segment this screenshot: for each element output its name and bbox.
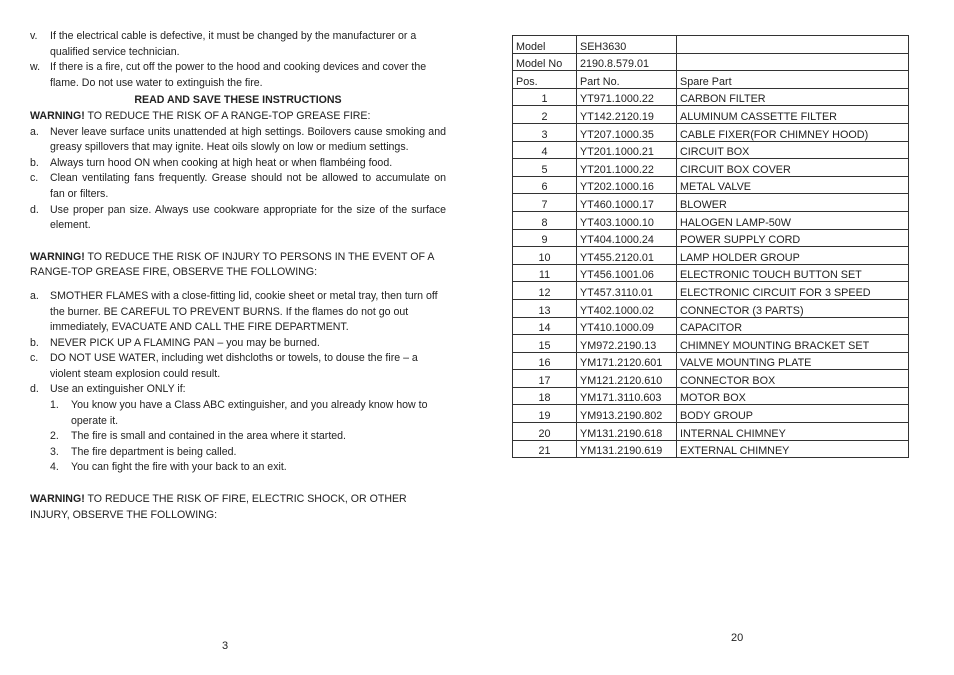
pos-cell: 1: [513, 88, 577, 106]
table-row: [513, 229, 909, 247]
model-value: SEH3630: [577, 36, 677, 54]
pos-cell: 18: [513, 387, 577, 405]
spare-part-cell: ELECTRONIC CIRCUIT FOR 3 SPEED: [677, 282, 909, 300]
left-page: [30, 29, 446, 523]
pos-cell: 9: [513, 229, 577, 247]
spare-parts-table: [512, 35, 909, 458]
spare-part-cell: CONNECTOR BOX: [677, 370, 909, 388]
warning-text: TO REDUCE THE RISK OF INJURY TO PERSONS IN THE EVENT OF A RANGE-TOP GREASE FIRE, OBSERVE THE FOLLOWING:: [30, 250, 434, 279]
warning-electric-shock: [30, 492, 446, 523]
table-row: [513, 405, 909, 423]
part-no-cell: YT201.1000.21: [577, 141, 677, 159]
part-no-cell: YT455.2120.01: [577, 247, 677, 265]
pos-cell: 13: [513, 299, 577, 317]
header-part-no: Part No.: [577, 71, 677, 89]
table-row: [513, 106, 909, 124]
spare-part-cell: HALOGEN LAMP-50W: [677, 211, 909, 229]
spare-part-cell: INTERNAL CHIMNEY: [677, 423, 909, 441]
list-item: [30, 60, 446, 91]
table-row: [513, 387, 909, 405]
pos-cell: 8: [513, 211, 577, 229]
table-row: [513, 88, 909, 106]
list-item-label: 3.: [50, 445, 59, 458]
list-item-text: Always turn hood ON when cooking at high heat or when flambéing food.: [50, 156, 393, 169]
list-item-label: b.: [30, 336, 39, 349]
table-row-model: [513, 36, 909, 54]
list-item: [30, 156, 446, 172]
table-row: [513, 282, 909, 300]
spare-part-cell: MOTOR BOX: [677, 387, 909, 405]
pos-cell: 4: [513, 141, 577, 159]
part-no-cell: YT456.1001.06: [577, 264, 677, 282]
list-item: [30, 203, 446, 234]
warning-label: WARNING!: [30, 250, 85, 263]
table-row: [513, 352, 909, 370]
page-number-left: 3: [222, 640, 229, 652]
model-label: Model: [513, 36, 577, 54]
spare-part-cell: POWER SUPPLY CORD: [677, 229, 909, 247]
table-row: [513, 211, 909, 229]
spare-part-cell: CARBON FILTER: [677, 88, 909, 106]
table-row-model-no: [513, 53, 909, 71]
pos-cell: 16: [513, 352, 577, 370]
spare-part-cell: VALVE MOUNTING PLATE: [677, 352, 909, 370]
header-spare-part: Spare Part: [677, 71, 909, 89]
list-item-text: Clean ventilating fans frequently. Grease should not be allowed to accumulate on fan or filters.: [50, 172, 446, 200]
list-extinguisher-conditions: [30, 398, 446, 476]
list-grease-fire: [30, 125, 446, 234]
part-no-cell: YT404.1000.24: [577, 229, 677, 247]
spare-part-cell: CAPACITOR: [677, 317, 909, 335]
table-row: [513, 141, 909, 159]
part-no-cell: YT142.2120.19: [577, 106, 677, 124]
list-item: [30, 336, 446, 352]
table-row: [513, 370, 909, 388]
table-header-row: [513, 71, 909, 89]
spare-part-cell: CIRCUIT BOX COVER: [677, 159, 909, 177]
list-item-text: If there is a fire, cut off the power to the hood and cooking devices and cover the flame. Do not use water to extinguish the fire.: [50, 61, 427, 89]
table-row: [513, 247, 909, 265]
pos-cell: 12: [513, 282, 577, 300]
part-no-cell: YM131.2190.618: [577, 423, 677, 441]
list-safety-vw: [30, 29, 446, 91]
pos-cell: 17: [513, 370, 577, 388]
spare-part-cell: CONNECTOR (3 PARTS): [677, 299, 909, 317]
list-item: [30, 289, 446, 336]
list-item: [50, 445, 446, 461]
warning-text: TO REDUCE THE RISK OF FIRE, ELECTRIC SHOCK, OR OTHER INJURY, OBSERVE THE FOLLOWING:: [30, 493, 407, 521]
table-row: [513, 440, 909, 458]
pos-cell: 6: [513, 176, 577, 194]
pos-cell: 21: [513, 440, 577, 458]
warning-grease-fire: [30, 109, 446, 125]
list-item-label: d.: [30, 383, 39, 396]
part-no-cell: YT403.1000.10: [577, 211, 677, 229]
part-no-cell: YM131.2190.619: [577, 440, 677, 458]
list-item: [30, 382, 446, 398]
list-item-label: a.: [30, 289, 39, 302]
pos-cell: 15: [513, 335, 577, 353]
list-item-text: Use an extinguisher ONLY if:: [50, 383, 186, 396]
pos-cell: 11: [513, 264, 577, 282]
part-no-cell: YT207.1000.35: [577, 123, 677, 141]
list-item-text: The fire is small and contained in the area where it started.: [71, 430, 346, 443]
list-item-text: Use proper pan size. Always use cookware appropriate for the size of the surface element.: [50, 203, 446, 232]
part-no-cell: YM171.3110.603: [577, 387, 677, 405]
pos-cell: 3: [513, 123, 577, 141]
model-no-value: 2190.8.579.01: [577, 53, 677, 71]
list-item-label: w.: [30, 61, 41, 74]
spare-part-cell: METAL VALVE: [677, 176, 909, 194]
pos-cell: 14: [513, 317, 577, 335]
list-item: [50, 460, 446, 476]
pos-cell: 20: [513, 423, 577, 441]
spare-part-cell: CHIMNEY MOUNTING BRACKET SET: [677, 335, 909, 353]
table-row: [513, 264, 909, 282]
part-no-cell: YT971.1000.22: [577, 88, 677, 106]
part-no-cell: YM972.2190.13: [577, 335, 677, 353]
part-no-cell: YT202.1000.16: [577, 176, 677, 194]
spare-part-cell: LAMP HOLDER GROUP: [677, 247, 909, 265]
list-item-label: 4.: [50, 461, 59, 474]
spare-part-cell: EXTERNAL CHIMNEY: [677, 440, 909, 458]
header-pos: Pos.: [513, 71, 577, 89]
pos-cell: 5: [513, 159, 577, 177]
spare-part-cell: BLOWER: [677, 194, 909, 212]
list-item-label: 2.: [50, 430, 59, 443]
list-item-text: SMOTHER FLAMES with a close-fitting lid, cookie sheet or metal tray, then turn off the burner. BE CAREFUL TO PREVENT BURNS. If the flames do not go out immediately, EVACUATE AND CALL THE FIRE DEPARTMENT.: [50, 289, 438, 334]
warning-text: TO REDUCE THE RISK OF A RANGE-TOP GREASE FIRE:: [84, 109, 371, 122]
list-item-text: If the electrical cable is defective, it must be changed by the manufacturer or a qualified service technician.: [50, 30, 417, 58]
list-item-label: d.: [30, 203, 39, 216]
table-row: [513, 194, 909, 212]
part-no-cell: YM171.2120.601: [577, 352, 677, 370]
list-item-text: DO NOT USE WATER, including wet dishcloths or towels, to douse the fire – a violent steam explosion could result.: [50, 352, 418, 380]
list-item-text: The fire department is being called.: [71, 445, 237, 458]
spare-part-cell: CABLE FIXER(FOR CHIMNEY HOOD): [677, 123, 909, 141]
pos-cell: 2: [513, 106, 577, 124]
part-no-cell: YT201.1000.22: [577, 159, 677, 177]
part-no-cell: YT410.1000.09: [577, 317, 677, 335]
list-item-text: Never leave surface units unattended at high settings. Boilovers cause smoking and greasy spillovers that may ignite. Heat oils slowly on low or medium settings.: [50, 125, 446, 154]
list-item-text: You can fight the fire with your back to an exit.: [71, 461, 287, 474]
list-item: [30, 29, 446, 60]
list-item: [50, 429, 446, 445]
page-number-right: 20: [731, 632, 744, 644]
pos-cell: 7: [513, 194, 577, 212]
list-item: [50, 398, 446, 429]
list-item: [30, 351, 446, 382]
section-heading: READ AND SAVE THESE INSTRUCTIONS: [134, 94, 342, 107]
model-no-label: Model No: [513, 53, 577, 71]
list-item-label: a.: [30, 125, 39, 138]
part-no-cell: YM121.2120.610: [577, 370, 677, 388]
warning-injury: [30, 250, 446, 281]
list-item: [30, 125, 446, 156]
table-row: [513, 335, 909, 353]
list-item-label: v.: [30, 30, 38, 42]
list-injury: [30, 289, 446, 398]
part-no-cell: YT457.3110.01: [577, 282, 677, 300]
table-row: [513, 299, 909, 317]
part-no-cell: YM913.2190.802: [577, 405, 677, 423]
list-item-text: You know you have a Class ABC extinguisher, and you already know how to operate it.: [71, 399, 428, 427]
list-item-label: c.: [30, 172, 39, 185]
pos-cell: 19: [513, 405, 577, 423]
part-no-cell: YT460.1000.17: [577, 194, 677, 212]
table-row: [513, 159, 909, 177]
table-row: [513, 176, 909, 194]
spare-part-cell: BODY GROUP: [677, 405, 909, 423]
list-item-text: NEVER PICK UP A FLAMING PAN – you may be burned.: [50, 336, 320, 349]
warning-label: WARNING!: [30, 109, 85, 122]
table-row: [513, 317, 909, 335]
spare-part-cell: CIRCUIT BOX: [677, 141, 909, 159]
table-row: [513, 423, 909, 441]
part-no-cell: YT402.1000.02: [577, 299, 677, 317]
warning-label: WARNING!: [30, 493, 85, 506]
spare-part-cell: ALUMINUM CASSETTE FILTER: [677, 106, 909, 124]
list-item-label: 1.: [50, 399, 59, 412]
pos-cell: 10: [513, 247, 577, 265]
list-item-label: b.: [30, 156, 39, 169]
spare-part-cell: ELECTRONIC TOUCH BUTTON SET: [677, 264, 909, 282]
table-row: [513, 123, 909, 141]
list-item-label: c.: [30, 352, 39, 365]
list-item: [30, 171, 446, 202]
